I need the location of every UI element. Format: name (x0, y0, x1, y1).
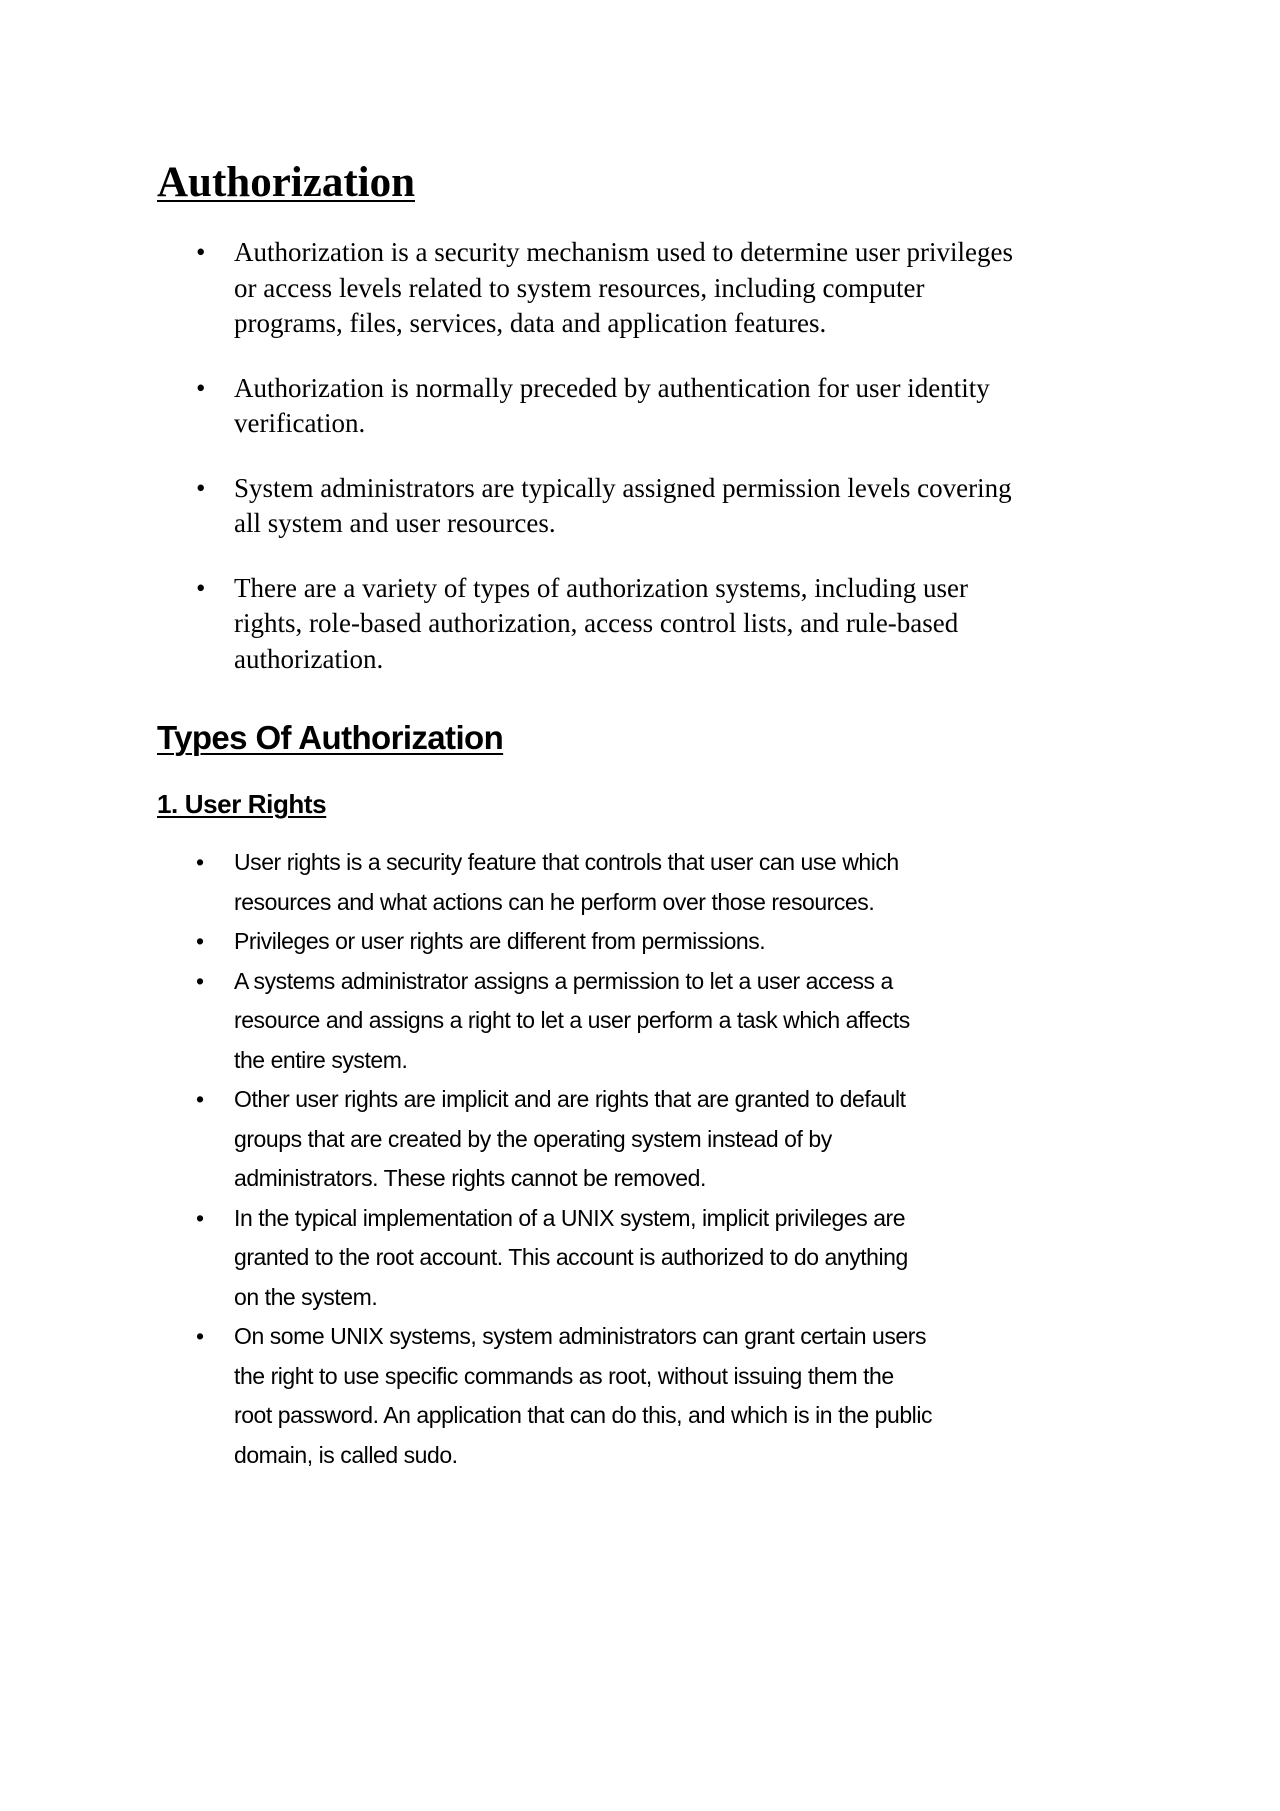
list-item-text: verification. (234, 408, 366, 438)
list-item-text: rights, role-based authorization, access control lists, and rule-based (234, 608, 959, 638)
user-rights-heading: 1. User Rights (157, 789, 327, 819)
bullet-icon: • (196, 849, 204, 875)
list-item-text: resources and what actions can he perform over those resources. (234, 888, 875, 915)
list-item-text: domain, is called sudo. (234, 1441, 458, 1468)
list-item (0, 962, 1280, 1081)
list-item-text: Privileges or user rights are different from permissions. (234, 928, 766, 954)
intro-bullet-list (0, 235, 1280, 706)
list-item-text: User rights is a security feature that controls that user can use which (234, 849, 899, 875)
bullet-icon: • (196, 472, 206, 503)
bullet-icon: • (196, 1086, 204, 1112)
list-item (0, 371, 1280, 442)
bullet-icon: • (196, 372, 206, 403)
list-item-text: A systems administrator assigns a permission to let a user access a (234, 967, 893, 994)
list-item (0, 235, 1280, 342)
bullet-icon: • (196, 1204, 204, 1231)
list-item-text: On some UNIX systems, system administrators can grant certain users (234, 1323, 927, 1349)
list-item-text: There are a variety of types of authorization systems, including user (234, 572, 969, 603)
list-item (0, 843, 1280, 922)
list-item-text: administrators. These rights cannot be removed. (234, 1165, 706, 1191)
bullet-icon: • (196, 1323, 204, 1349)
list-item-text: In the typical implementation of a UNIX system, implicit privileges are (234, 1204, 906, 1231)
types-heading: Types Of Authorization (157, 719, 504, 756)
list-item-text: resource and assigns a right to let a user perform a task which affects (234, 1007, 910, 1033)
list-item-text: or access levels related to system resources, including computer (234, 272, 925, 303)
list-item-text: Other user rights are implicit and are rights that are granted to default (234, 1086, 906, 1112)
list-item-text: System administrators are typically assigned permission levels covering (234, 472, 1012, 503)
list-item-text: root password. An application that can do this, and which is in the public (234, 1402, 933, 1428)
list-item-text: Authorization is normally preceded by authentication for user identity (234, 372, 990, 403)
bullet-icon: • (196, 237, 206, 267)
list-item-text: groups that are created by the operating system instead of by (234, 1125, 832, 1152)
list-item (0, 471, 1280, 542)
list-item-text: all system and user resources. (234, 508, 556, 538)
list-item (0, 1199, 1280, 1318)
list-item (0, 571, 1280, 678)
bullet-icon: • (196, 928, 204, 954)
list-item-text: Authorization is a security mechanism used to determine user privileges (234, 237, 1014, 267)
page-title: Authorization (157, 159, 415, 206)
list-item (0, 922, 1280, 962)
list-item-text: authorization. (234, 643, 384, 674)
list-item-text: granted to the root account. This account is authorized to do anything (234, 1244, 908, 1270)
user-rights-bullet-list (0, 843, 1280, 1475)
list-item (0, 1080, 1280, 1199)
list-item-text: on the system. (234, 1283, 378, 1310)
list-item-text: programs, files, services, data and application features. (234, 308, 827, 338)
bullet-icon: • (196, 572, 206, 603)
bullet-icon: • (196, 967, 204, 994)
list-item-text: the right to use specific commands as root, without issuing them the (234, 1362, 894, 1389)
list-item (0, 1317, 1280, 1475)
list-item-text: the entire system. (234, 1046, 408, 1073)
